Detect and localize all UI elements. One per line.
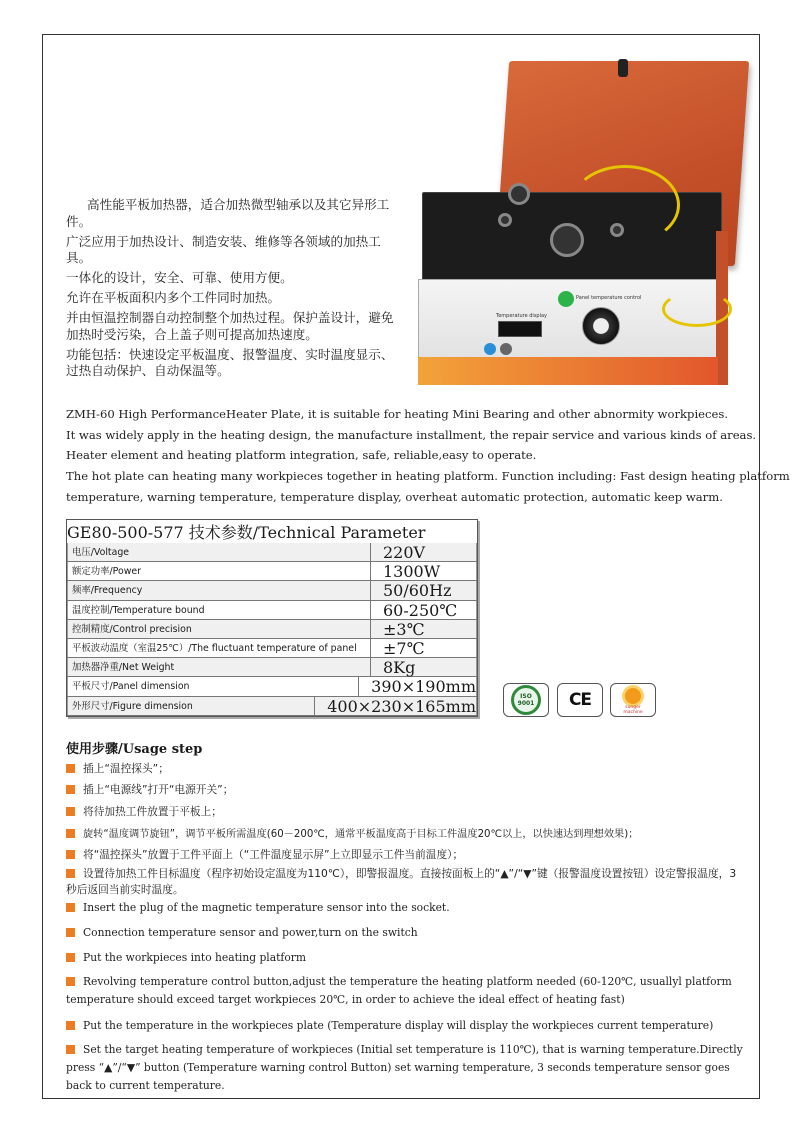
param-name: 额定功率/Power bbox=[67, 562, 371, 580]
sun-logo-text: sunger machine bbox=[623, 705, 643, 715]
param-value: ±3℃ bbox=[371, 620, 477, 638]
step-text: 将“温控探头”放置于工件平面上（“工件温度显示屏”上立即显示工件当前温度）； bbox=[83, 848, 464, 861]
iso-badge: ISO 9001 bbox=[511, 685, 541, 715]
ce-mark-icon bbox=[557, 683, 603, 717]
table-row bbox=[67, 620, 477, 639]
step-text: Connection temperature sensor and power,turn on the switch bbox=[83, 926, 418, 939]
temperature-dial bbox=[582, 307, 620, 345]
table-row bbox=[67, 677, 477, 696]
bullet-square-icon bbox=[66, 1021, 75, 1030]
iso-certification-icon bbox=[503, 683, 549, 717]
sensor-plug-cable bbox=[662, 291, 732, 327]
gear-icon bbox=[500, 343, 512, 355]
param-value: 390×190mm bbox=[359, 677, 477, 695]
step-text: 插上“温控探头”； bbox=[83, 762, 169, 775]
intro-cn-line: 允许在平板面积内多个工件同时加热。 bbox=[66, 290, 281, 306]
step-item bbox=[66, 761, 169, 776]
param-value: 60-250℃ bbox=[371, 601, 477, 619]
step-text: Set the target heating temperature of workpieces (Initial set temperature is 110℃), that is warning temperature.Directly press “▲”/“▼” button (Temperature warning control Button) set warning temperature, 3 seconds temperature sensor goes back to current temperature. bbox=[66, 1043, 743, 1092]
intro-cn-line: 一体化的设计，安全、可靠、使用方便。 bbox=[66, 270, 293, 286]
control-label: Panel temperature control bbox=[576, 295, 642, 301]
intro-cn-line: 广泛应用于加热设计、制造安装、维修等各领域的加热工具。 bbox=[66, 233, 381, 266]
usage-title bbox=[66, 738, 202, 757]
param-name: 电压/Voltage bbox=[67, 543, 371, 561]
panel-stripe bbox=[418, 357, 718, 385]
step-item bbox=[66, 926, 418, 939]
step-text: Put the temperature in the workpieces plate (Temperature display will display the workpieces current temperature) bbox=[83, 1019, 714, 1032]
intro-chinese bbox=[66, 197, 398, 384]
bullet-square-icon bbox=[66, 928, 75, 937]
usage-title-en: Usage step bbox=[122, 742, 203, 757]
param-value: 400×230×165mm bbox=[315, 697, 477, 715]
step-text: Insert the plug of the magnetic temperature sensor into the socket. bbox=[83, 901, 450, 914]
step-text: 设置待加热工件目标温度（程序初始设定温度为110℃），即警报温度。直接按面板上的“▲”/“▼”键（报警温度设置按钮）设定警报温度，3秒后返回当前实时温度。 bbox=[66, 867, 737, 896]
intro-en-line: Heater element and heating platform integration, safe, reliable,easy to operate. bbox=[66, 448, 537, 463]
param-value: ±7℃ bbox=[371, 639, 477, 657]
table-row bbox=[67, 562, 477, 581]
sun-logo bbox=[615, 685, 651, 715]
param-value: 220V bbox=[371, 543, 477, 561]
bearing-icon bbox=[550, 223, 584, 257]
step-text: 旋转“温度调节旋钮”，调节平板所需温度(60－200℃，通常平板温度高于目标工件温度20℃以上，以快速达到理想效果)； bbox=[83, 829, 639, 840]
usage-title-cn: 使用步骤/ bbox=[66, 742, 123, 757]
step-item bbox=[66, 973, 756, 1009]
bullet-square-icon bbox=[66, 977, 75, 986]
temperature-display bbox=[498, 321, 542, 337]
table-row bbox=[67, 601, 477, 620]
intro-cn-line: 高性能平板加热器，适合加热微型轴承以及其它异形工件。 bbox=[66, 197, 390, 229]
bearing-icon bbox=[508, 183, 530, 205]
intro-en-line: It was widely apply in the heating design, the manufacture installment, the repair service and various kinds of areas. bbox=[66, 427, 757, 442]
step-item bbox=[66, 901, 450, 914]
param-name: 温度控制/Temperature bound bbox=[67, 601, 371, 619]
step-item bbox=[66, 825, 638, 840]
step-item bbox=[66, 1019, 713, 1032]
table-row bbox=[67, 658, 477, 677]
intro-cn-line: 并由恒温控制器自动控制整个加热过程。保护盖设计，避免加热时受污染，合上盖子则可提高加热速度。 bbox=[66, 310, 394, 342]
intro-en-line: The hot plate can heating many workpieces together in heating platform. Function including: Fast design heating platform bbox=[66, 469, 790, 484]
step-item bbox=[66, 782, 233, 797]
sunger-logo-icon bbox=[610, 683, 656, 717]
sensor-cable bbox=[570, 165, 680, 245]
table-row bbox=[67, 543, 477, 562]
step-item bbox=[66, 804, 222, 819]
bullet-square-icon bbox=[66, 850, 75, 859]
intro-cn-line: 功能包括：快速设定平板温度、报警温度、实时温度显示、过热自动保护、自动保温等。 bbox=[66, 346, 394, 379]
param-name: 加热器净重/Net Weight bbox=[67, 658, 371, 676]
table-header: GE80-500-577 技术参数/Technical Parameter bbox=[67, 523, 426, 542]
bullet-square-icon bbox=[66, 785, 75, 794]
step-text: Revolving temperature control button,adjust the temperature the heating platform needed (60-120℃, usuallyl platform temperature should exceed target workpieces 20℃, in order to achieve the ideal effect of heating fast) bbox=[66, 975, 732, 1006]
param-name: 外形尺寸/Figure dimension bbox=[67, 697, 315, 715]
step-item bbox=[66, 951, 306, 964]
step-text: 插上“电源线”打开“电源开关”； bbox=[83, 783, 234, 796]
bullet-square-icon bbox=[66, 829, 75, 838]
param-value: 8Kg bbox=[371, 658, 477, 676]
intro-en-line: ZMH-60 High PerformanceHeater Plate, it is suitable for heating Mini Bearing and other abnormity workpieces. bbox=[66, 407, 729, 421]
table-row bbox=[67, 639, 477, 658]
bullet-square-icon bbox=[66, 869, 75, 878]
bullet-square-icon bbox=[66, 953, 75, 962]
lid-handle bbox=[618, 59, 628, 77]
bearing-icon bbox=[498, 213, 512, 227]
table-row bbox=[67, 581, 477, 600]
product-image-heater-plate bbox=[400, 55, 740, 385]
bullet-square-icon bbox=[66, 764, 75, 773]
set-button-icon bbox=[484, 343, 496, 355]
technical-parameter-table bbox=[66, 519, 478, 717]
bullet-square-icon bbox=[66, 807, 75, 816]
param-value: 50/60Hz bbox=[371, 581, 477, 599]
intro-english bbox=[66, 404, 790, 508]
display-label: Temperature display bbox=[496, 313, 548, 319]
param-name: 频率/Frequency bbox=[67, 581, 371, 599]
step-item bbox=[66, 1041, 756, 1095]
param-name: 平板尺寸/Panel dimension bbox=[67, 677, 359, 695]
bullet-square-icon bbox=[66, 903, 75, 912]
step-item bbox=[66, 847, 463, 862]
table-row bbox=[67, 697, 477, 716]
param-name: 平板波动温度（室温25℃）/The fluctuant temperature of panel bbox=[67, 639, 371, 657]
ce-text: CE bbox=[568, 690, 592, 710]
bullet-square-icon bbox=[66, 1045, 75, 1054]
step-text: 将待加热工件放置于平板上； bbox=[83, 805, 222, 818]
step-text: Put the workpieces into heating platform bbox=[83, 951, 307, 964]
step-item bbox=[66, 866, 746, 898]
param-value: 1300W bbox=[371, 562, 477, 580]
sun-icon bbox=[625, 688, 641, 704]
intro-en-line: temperature, warning temperature, temperature display, overheat automatic protection, automatic keep warm. bbox=[66, 489, 723, 504]
param-name: 控制精度/Control precision bbox=[67, 620, 371, 638]
power-switch-icon bbox=[558, 291, 574, 307]
